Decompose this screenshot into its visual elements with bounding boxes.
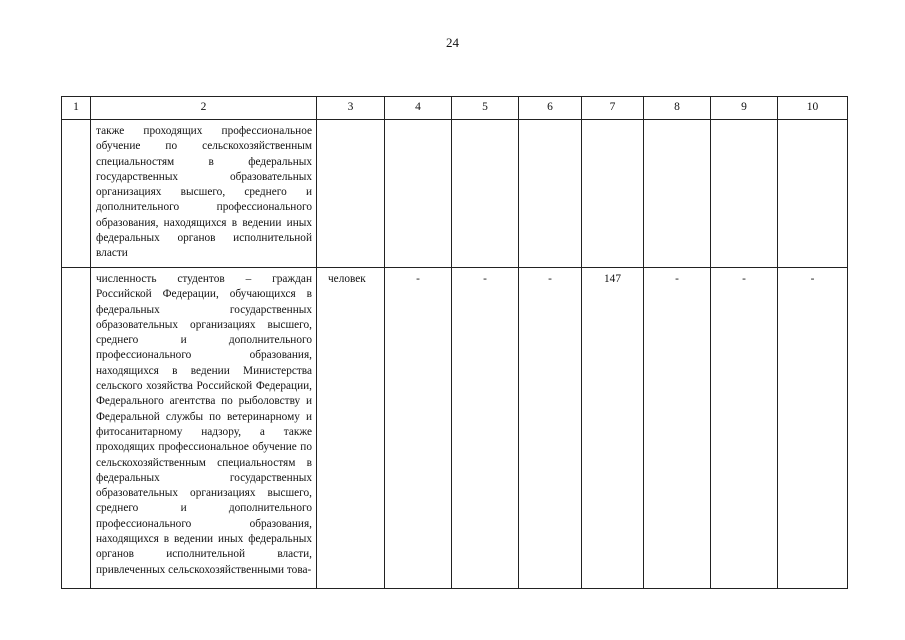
header-cell: 2 [91, 97, 317, 120]
value-cell: - [452, 268, 519, 589]
description-text: численность студентов – граждан Российской Федерации, обучающихся в федеральных государственных образовательных организациях высшего, среднего и дополнительного профессионального образования, находящихся в ведении Министерства сельского хозяйства Российской Федерации, Федерального агентства по рыболовству и Федеральной службы по ветеринарному и фитосанитарному надзору, а также проходящих профессиональное обучение по сельскохозяйственным специальностям в федеральных государственных образовательных организациях высшего, среднего и дополнительного профессионального образования, находящихся в ведении иных федеральных органов исполнительной власти, привлеченных сельскохозяйственными това- [96, 273, 312, 576]
header-cell: 4 [385, 97, 452, 120]
header-cell: 6 [519, 97, 582, 120]
value-cell [452, 120, 519, 268]
value-cell [778, 120, 848, 268]
table-header-row [62, 97, 848, 120]
description-cell [91, 120, 317, 268]
header-cell: 7 [582, 97, 644, 120]
value-cell [385, 120, 452, 268]
unit-cell [317, 120, 385, 268]
indicator-table [61, 96, 848, 589]
description-text: также проходящих профессиональное обучение по сельскохозяйственным специальностям в федеральных государственных образовательных организациях высшего, среднего и дополнительного профессионального образования, находящихся в ведении иных федеральных органов исполнительной власти [96, 125, 312, 260]
value-cell: - [644, 268, 711, 589]
value-cell [519, 120, 582, 268]
header-cell: 3 [317, 97, 385, 120]
value-cell: - [711, 268, 778, 589]
header-cell: 5 [452, 97, 519, 120]
value-cell: - [519, 268, 582, 589]
table-row [62, 268, 848, 589]
value-cell [582, 120, 644, 268]
value-cell [644, 120, 711, 268]
header-cell: 10 [778, 97, 848, 120]
table-row [62, 120, 848, 268]
header-cell: 1 [62, 97, 91, 120]
header-cell: 8 [644, 97, 711, 120]
header-cell: 9 [711, 97, 778, 120]
description-cell [91, 268, 317, 589]
page-number: 24 [446, 35, 459, 50]
row-number-cell [62, 268, 91, 589]
value-cell: - [385, 268, 452, 589]
value-cell [711, 120, 778, 268]
unit-cell: человек [317, 268, 385, 589]
row-number-cell [62, 120, 91, 268]
value-cell: - [778, 268, 848, 589]
value-cell: 147 [582, 268, 644, 589]
